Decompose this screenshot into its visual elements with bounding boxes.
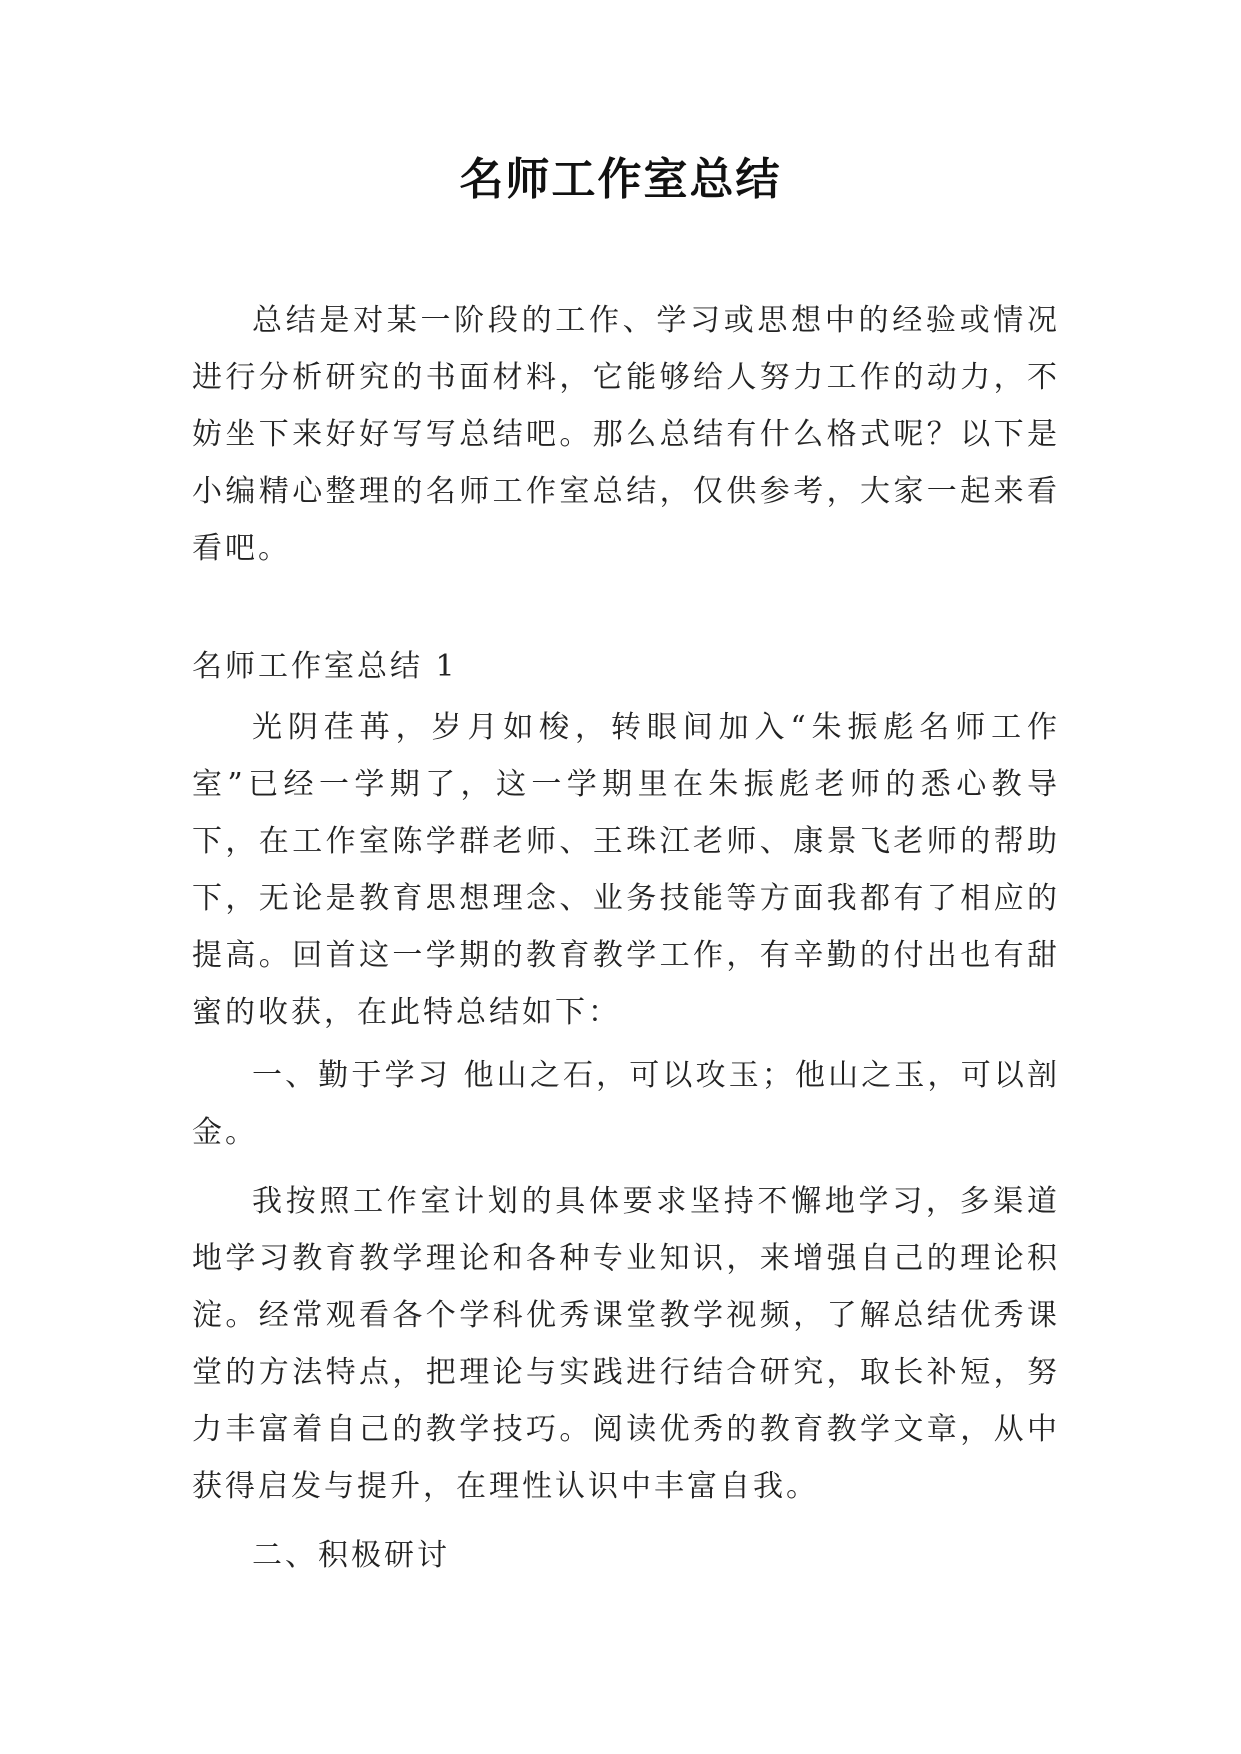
- body-paragraph-4: 二、积极研讨: [252, 1538, 450, 1573]
- section-heading: 名师工作室总结 1: [192, 649, 458, 684]
- body-paragraph-2: 一、勤于学习 他山之石，可以攻玉；他山之玉，可以剖金。: [192, 1058, 1060, 1150]
- intro-paragraph: 总结是对某一阶段的工作、学习或思想中的经验或情况进行分析研究的书面材料，它能够给人努力工作的动力，不妨坐下来好好写写总结吧。那么总结有什么格式呢？以下是小编精心整理的名师工作室总结，仅供参考，大家一起来看看吧。: [192, 303, 1060, 566]
- body-paragraph-3: 我按照工作室计划的具体要求坚持不懈地学习，多渠道地学习教育教学理论和各种专业知识，来增强自己的理论积淀。经常观看各个学科优秀课堂教学视频，了解总结优秀课堂的方法特点，把理论与实践进行结合研究，取长补短，努力丰富着自己的教学技巧。阅读优秀的教育教学文章，从中获得启发与提升，在理性认识中丰富自我。: [192, 1184, 1060, 1504]
- section-block: [192, 638, 1060, 1584]
- document-title: 名师工作室总结: [459, 154, 782, 205]
- body-paragraph-1: 光阴荏苒，岁月如梭，转眼间加入“朱振彪名师工作室”已经一学期了，这一学期里在朱振彪老师的悉心教导下，在工作室陈学群老师、王珠江老师、康景飞老师的帮助下，无论是教育思想理念、业务技能等方面我都有了相应的提高。回首这一学期的教育教学工作，有辛勤的付出也有甜蜜的收获，在此特总结如下：: [192, 710, 1060, 1030]
- intro-block: [192, 292, 1060, 577]
